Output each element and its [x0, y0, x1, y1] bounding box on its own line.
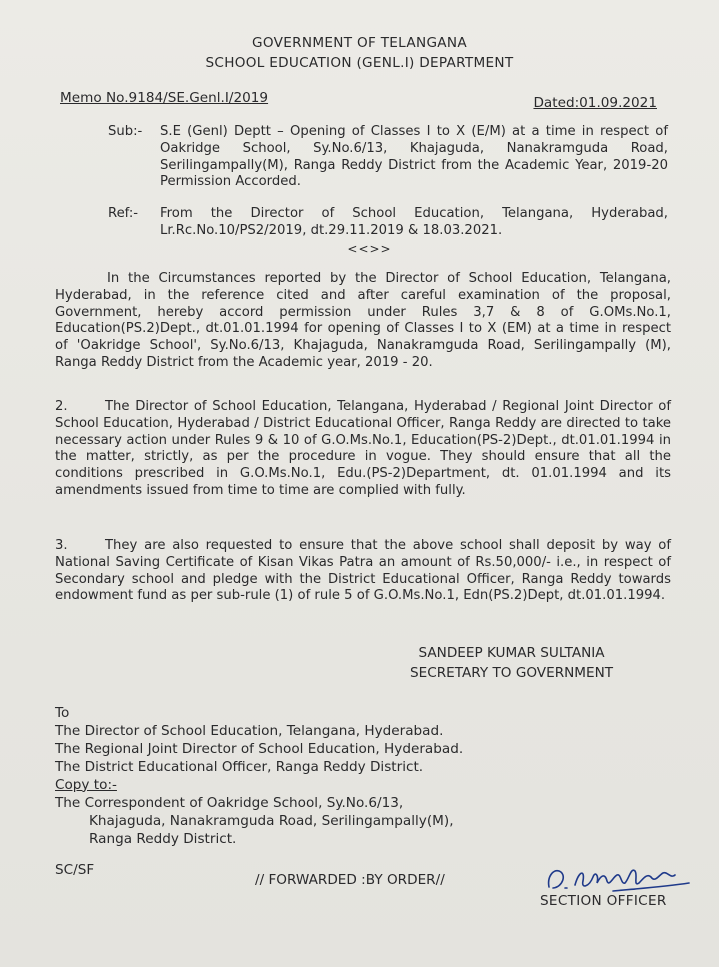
- reference-block: [108, 206, 668, 240]
- signatory-designation: SECRETARY TO GOVERNMENT: [410, 665, 614, 682]
- memo-number: Memo No.9184/SE.Genl.I/2019: [60, 90, 269, 106]
- sc-sf-label: SC/SF: [55, 862, 95, 878]
- to-label: To: [55, 705, 70, 721]
- copy-addressee-line-2: Khajaguda, Nanakramguda Road, Serilingampally(M),: [89, 812, 454, 829]
- signatory-name: SANDEEP KUMAR SULTANIA: [418, 645, 605, 661]
- addressee-1: The Director of School Education, Telangana, Hyderabad.: [55, 722, 444, 739]
- copy-addressee-line-1: The Correspondent of Oakridge School, Sy.No.6/13,: [55, 794, 404, 811]
- handwritten-signature: [543, 857, 693, 897]
- addressee-3: The District Educational Officer, Ranga Reddy District.: [55, 758, 424, 775]
- forwarded-by-order: // FORWARDED :BY ORDER//: [255, 872, 445, 888]
- copy-addressee-line-3: Ranga Reddy District.: [89, 830, 237, 847]
- signatory-block: [410, 643, 613, 684]
- separator: <<>>: [347, 242, 392, 256]
- addressees-block: [55, 705, 463, 849]
- subject-block: [108, 124, 668, 191]
- paragraph-2: [55, 399, 671, 500]
- paragraph-2-number: 2.: [55, 399, 68, 414]
- subject-text: S.E (Genl) Deptt – Opening of Classes I to X (E/M) at a time in respect of Oakridge School, Sy.No.6/13, Khajaguda, Nanakramguda Road, Serilingampally(M), Ranga Reddy District from the Academic Year, 2019-20 Permission Accorded.: [160, 124, 668, 190]
- memo-date: Dated:01.09.2021: [533, 95, 657, 111]
- subject-label: Sub:-: [108, 124, 143, 139]
- department-heading: SCHOOL EDUCATION (GENL.I) DEPARTMENT: [205, 55, 514, 71]
- reference-label: Ref:-: [108, 206, 139, 221]
- section-officer-label: SECTION OFFICER: [540, 893, 667, 909]
- paragraph-3-number: 3.: [55, 538, 68, 553]
- paragraph-2-text: The Director of School Education, Telangana, Hyderabad / Regional Joint Director of School Education, Hyderabad / District Educational Officer, Ranga Reddy are directed to take necessary action under Rules 9 & 10 of G.O.Ms.No.1, Education(PS-2)Dept., dt.01.01.1994 in the matter, strictly, as per the procedure in vogue. They should ensure that all the conditions prescribed in G.O.Ms.No.1, Edu.(PS-2)Department, dt. 01.01.1994 and its amendments issued from time to time are complied with fully.: [55, 399, 671, 498]
- copy-to-label: Copy to:-: [55, 776, 117, 793]
- paragraph-1: In the Circumstances reported by the Director of School Education, Telangana, Hyderabad, in the reference cited and after careful examination of the proposal, Government, hereby accord permission under Rules 3,7 & 8 of G.OMs.No.1, Education(PS.2)Dept., dt.01.01.1994 for opening of Classes I to X (EM) at a time in respect of 'Oakridge School', Sy.No.6/13, Khajaguda, Nanakramguda Road, Serilingampally (M), Ranga Reddy District from the Academic year, 2019 - 20.: [55, 271, 671, 370]
- government-heading: GOVERNMENT OF TELANGANA: [252, 35, 467, 51]
- reference-text: From the Director of School Education, Telangana, Hyderabad, Lr.Rc.No.10/PS2/2019, dt.29.11.2019 & 18.03.2021.: [160, 206, 668, 238]
- paragraph-3: [55, 538, 671, 605]
- addressee-2: The Regional Joint Director of School Education, Hyderabad.: [55, 740, 464, 757]
- paragraph-3-text: They are also requested to ensure that the above school shall deposit by way of National Saving Certificate of Kisan Vikas Patra an amount of Rs.50,000/- i.e., in respect of Secondary school and pledge with the District Educational Officer, Ranga Reddy towards endowment fund as per sub-rule (1) of rule 5 of G.O.Ms.No.1, Edn(PS.2)Dept, dt.01.01.1994.: [55, 538, 671, 604]
